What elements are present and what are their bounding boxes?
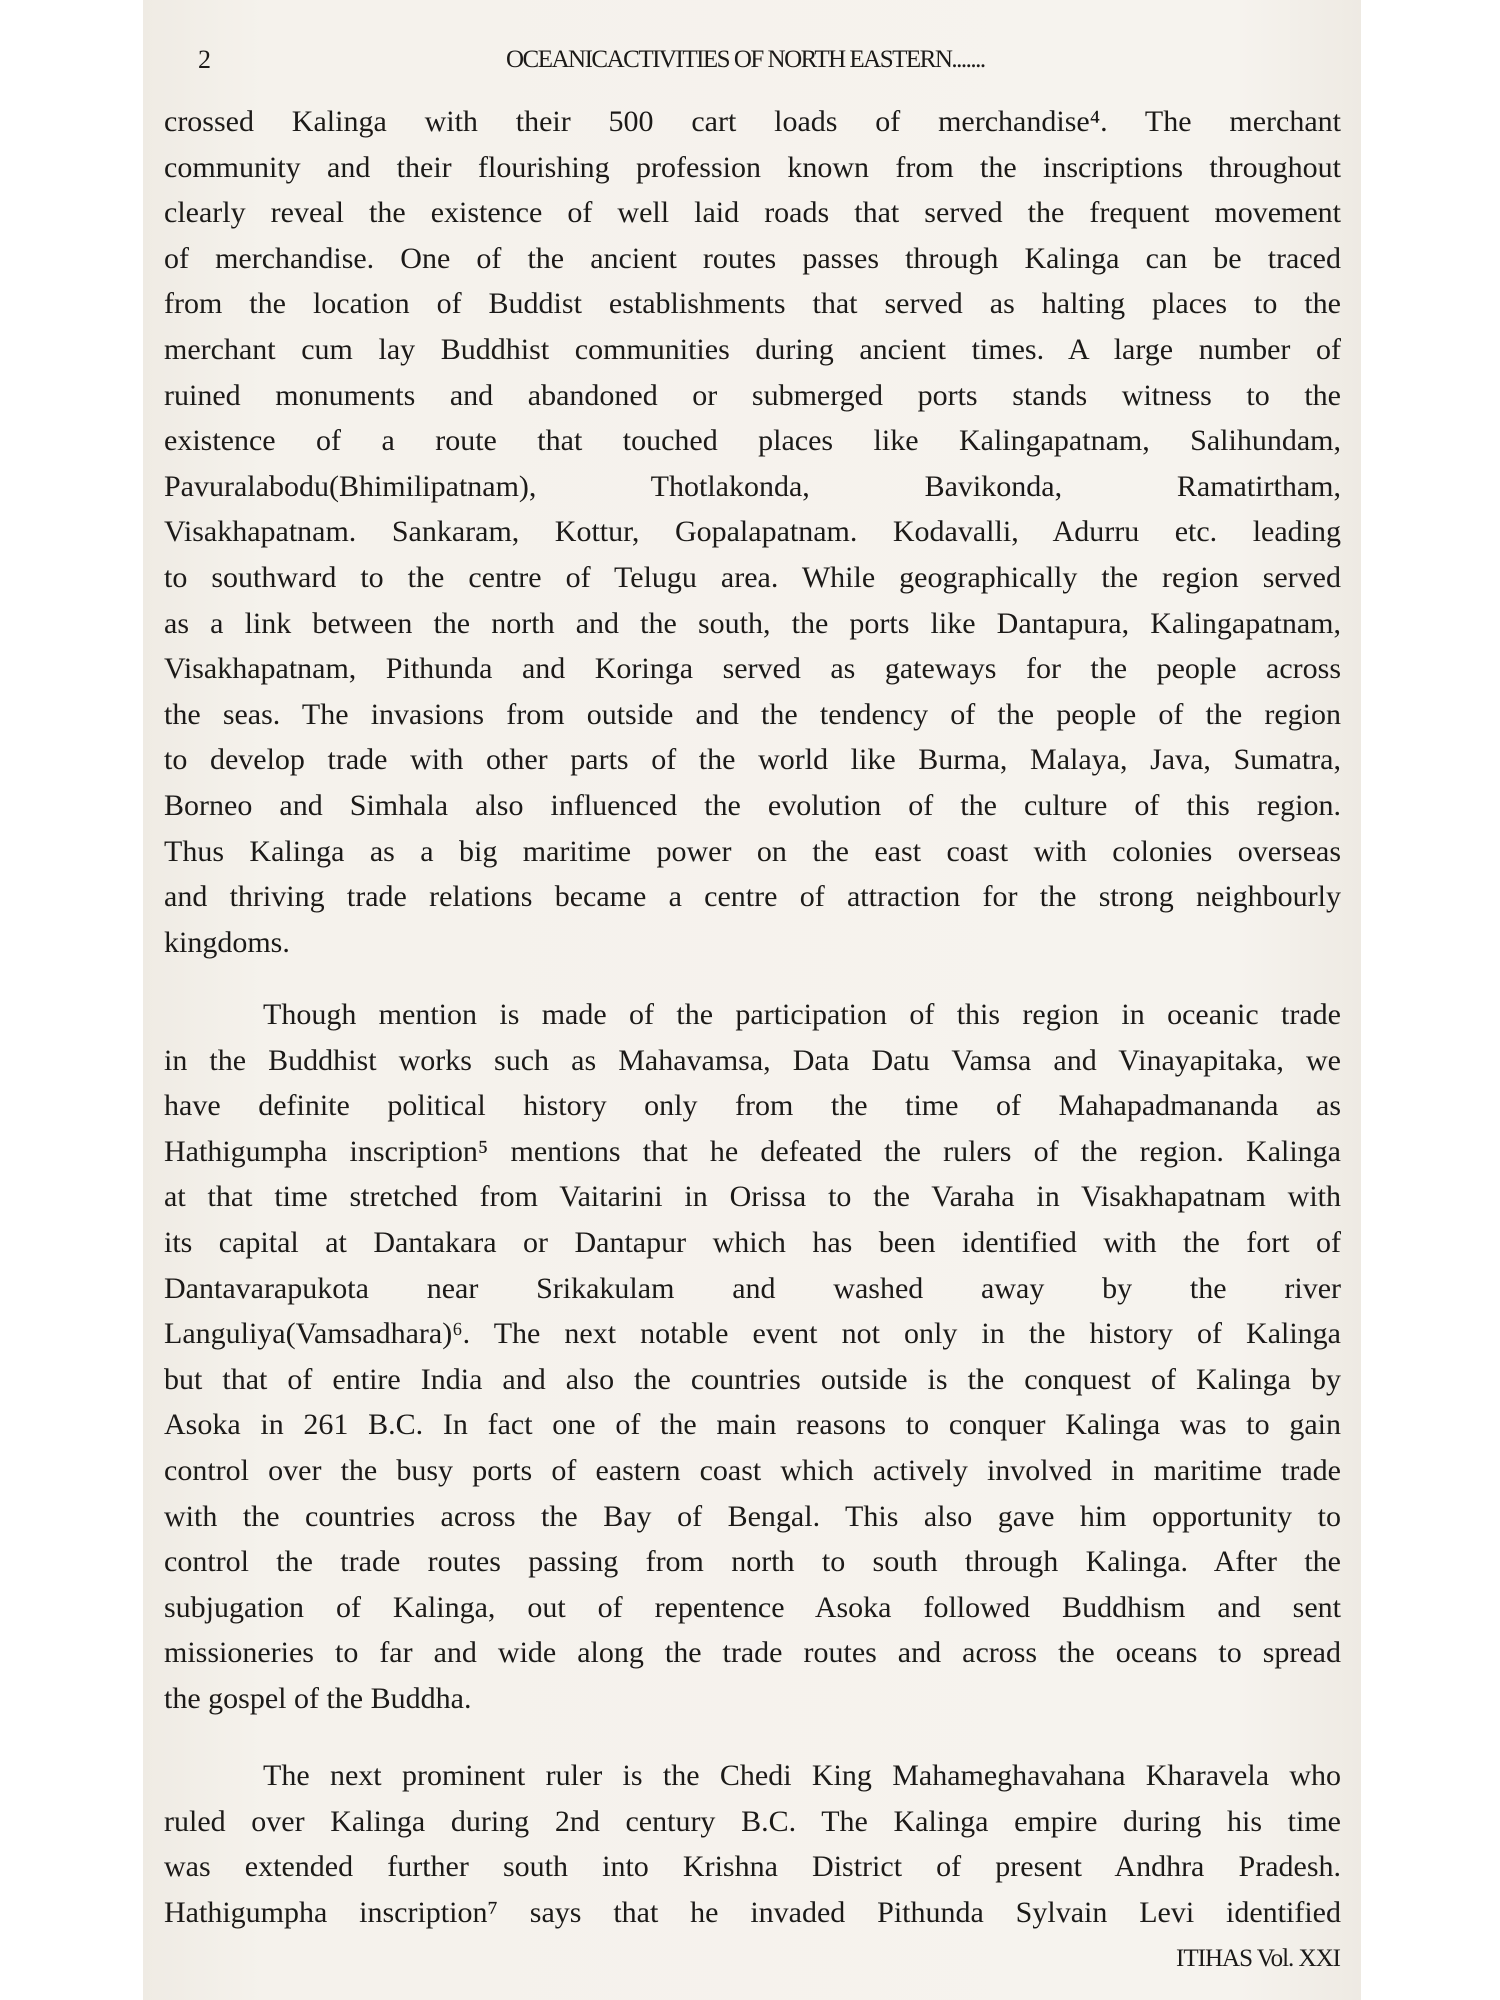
text-line: at that time stretched from Vaitarini in Orissa to the Varaha in Visakhapatnam with [164,1180,1341,1214]
text-line: the gospel of the Buddha. [164,1681,472,1715]
text-line: Dantavarapukota near Srikakulam and washed away by the river [164,1271,1341,1305]
text-line: kingdoms. [164,925,290,959]
text-line: have definite political history only from the time of Mahapadmananda as [164,1089,1341,1123]
text-line: in the Buddhist works such as Mahavamsa, Data Datu Vamsa and Vinayapitaka, we [164,1043,1341,1077]
text-line: existence of a route that touched places like Kalingapatnam, Salihundam, [164,424,1341,458]
running-title: OCEANICACTIVITIES OF NORTH EASTERN....... [506,46,985,73]
text-line: Pavuralabodu(Bhimilipatnam), Thotlakonda, Bavikonda, Ramatirtham, [164,469,1341,503]
text-line: control the trade routes passing from north to south through Kalinga. After the [164,1545,1341,1579]
text-line: to develop trade with other parts of the world like Burma, Malaya, Java, Sumatra, [164,743,1341,777]
text-line: merchant cum lay Buddhist communities during ancient times. A large number of [164,332,1341,366]
text-line: to southward to the centre of Telugu area. While geographically the region served [164,560,1341,594]
text-line: Thus Kalinga as a big maritime power on the east coast with colonies overseas [164,834,1341,868]
text-line: Visakhapatnam. Sankaram, Kottur, Gopalapatnam. Kodavalli, Adurru etc. leading [164,515,1341,549]
text-line: Languliya(Vamsadhara)⁶. The next notable event not only in the history of Kalinga [164,1317,1341,1351]
text-line: its capital at Dantakara or Dantapur which has been identified with the fort of [164,1225,1341,1259]
paragraph-2 [164,992,1341,1722]
text-line: but that of entire India and also the countries outside is the conquest of Kalinga by [164,1362,1341,1396]
text-line: was extended further south into Krishna District of present Andhra Pradesh. [164,1850,1341,1884]
page-number: 2 [198,45,211,74]
text-line: missioneries to far and wide along the trade routes and across the oceans to spread [164,1636,1341,1670]
paragraph-1 [164,99,1341,965]
text-line: Asoka in 261 B.C. In fact one of the main reasons to conquer Kalinga was to gain [164,1408,1341,1442]
text-line: crossed Kalinga with their 500 cart loads of merchandise⁴. The merchant [164,105,1341,138]
text-line: Hathigumpha inscription⁷ says that he invaded Pithunda Sylvain Levi identified [164,1895,1341,1929]
text-line: the seas. The invasions from outside and the tendency of the people of the region [164,697,1341,731]
text-line: subjugation of Kalinga, out of repentence Asoka followed Buddhism and sent [164,1590,1341,1624]
text-line: as a link between the north and the south, the ports like Dantapura, Kalingapatnam, [164,606,1341,640]
paragraph-3 [164,1753,1341,1935]
text-line: community and their flourishing profession known from the inscriptions throughout [164,150,1341,184]
text-line: clearly reveal the existence of well laid roads that served the frequent movement [164,196,1341,230]
text-line: ruled over Kalinga during 2nd century B.C. The Kalinga empire during his time [164,1804,1341,1838]
text-line: The next prominent ruler is the Chedi King Mahameghavahana Kharavela who [263,1759,1341,1792]
text-line: Visakhapatnam, Pithunda and Koringa served as gateways for the people across [164,652,1341,686]
text-line: with the countries across the Bay of Bengal. This also gave him opportunity to [164,1499,1341,1533]
text-line: of merchandise. One of the ancient routes passes through Kalinga can be traced [164,241,1341,275]
text-line: Though mention is made of the participation of this region in oceanic trade [263,998,1341,1031]
journal-footer: ITIHAS Vol. XXI [1176,1945,1340,1972]
text-line: ruined monuments and abandoned or submerged ports stands witness to the [164,378,1341,412]
text-line: control over the busy ports of eastern coast which actively involved in maritime trade [164,1453,1341,1487]
text-line: Hathigumpha inscription⁵ mentions that he defeated the rulers of the region. Kalinga [164,1134,1341,1168]
text-line: Borneo and Simhala also influenced the evolution of the culture of this region. [164,788,1341,822]
text-line: from the location of Buddist establishments that served as halting places to the [164,287,1341,321]
text-line: and thriving trade relations became a centre of attraction for the strong neighbourly [164,880,1341,914]
